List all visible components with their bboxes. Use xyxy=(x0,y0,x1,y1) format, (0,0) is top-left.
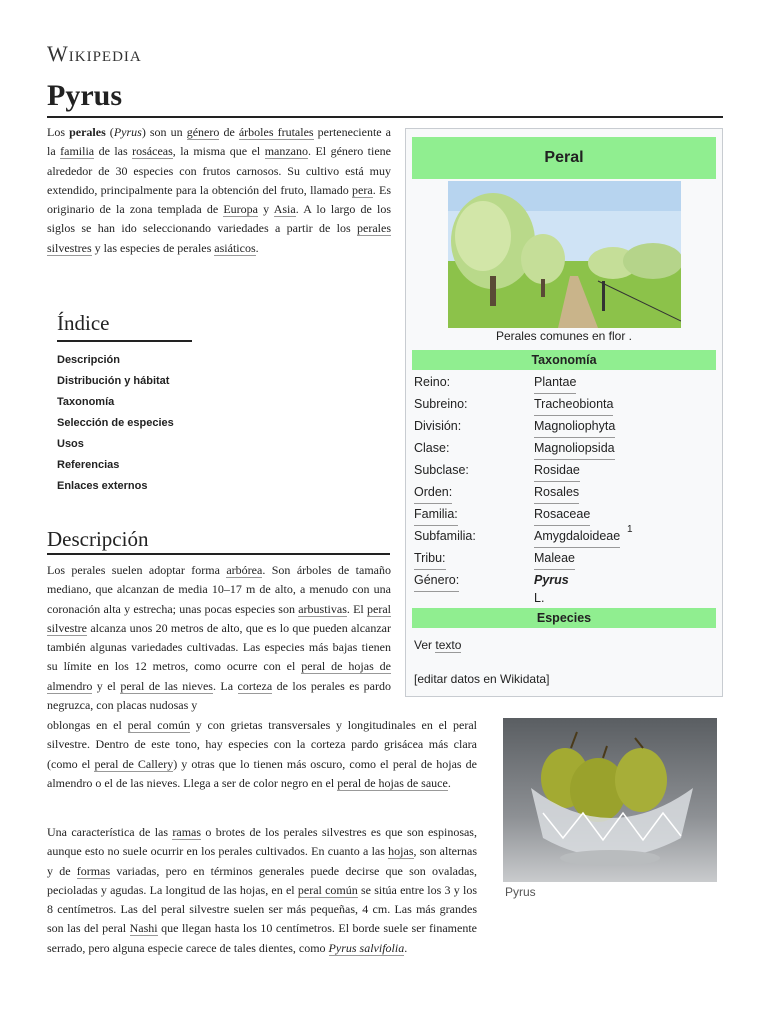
genus-name: Pyrus xyxy=(534,573,569,587)
toc-item-descripcion[interactable]: Descripción xyxy=(57,354,120,366)
pear-image-caption: Pyrus xyxy=(505,885,536,899)
taxon-row: Tribu: Maleae xyxy=(414,547,718,569)
link-peral-hojas-almendro[interactable]: peral de hojas de almendro xyxy=(47,659,392,693)
title-divider xyxy=(47,116,723,118)
link-peral-callery[interactable]: peral de Callery xyxy=(94,756,174,771)
intro-paragraph: Los perales (Pyrus) son un género de árboles frutales perteneciente a la familia de las rosáceas, la misma que el manzano. El género tiene alrededor de 30 especies con frutos carnosos. Su cultivo está muy extendido, principalmente para la obtención del fruto, llamado pera. Es originario de la zona templada de Europa y Asia. A lo largo de los siglos se han ido seleccionando variedades a partir de los perales silvestres y las especies de perales asiáticos. xyxy=(47,125,392,255)
description-paragraph-1-continued: oblongas en el peral común y con grietas transversales y longitudinales en el peral silvestre. Dentro de este tono, hay especies con la corteza pardo grisácea más clara (como el peral de Callery) y otras que lo tienen más oscuro, como el peral de hojas de almendro o el de las nieves. Llega a ser de color negro en el peral de hojas de sauce. xyxy=(47,718,477,790)
bold-term: perales xyxy=(69,125,106,139)
link-pera[interactable]: pera xyxy=(352,182,373,197)
genus-author-row xyxy=(414,587,718,609)
link-corteza[interactable]: corteza xyxy=(237,678,273,693)
see-text-note: Ver texto xyxy=(414,638,462,652)
see-text-link[interactable]: texto xyxy=(435,638,462,652)
description-paragraph-1: Los perales suelen adoptar forma arbórea. Son árboles de tamaño mediano, que alcanzan de media 10–17 m de alto, a menudo con una coronación alta y estrecha; unas pocas especies son arbustivas. El peral silvestre alcanza unos 20 metros de alto, que es lo que pueden alcanzar también algunas variedades cultivadas. Las especies más bajas tienen su límite en los 12 metros, como ocurre con el peral de hojas de almendro y el peral de las nieves. La corteza de los perales es pardo negruzca, con placas nudosas y xyxy=(47,563,392,713)
wikipedia-logo[interactable]: Wikipedia xyxy=(47,41,142,66)
taxon-link[interactable]: Amygdaloideae xyxy=(534,525,620,548)
link-arbustivas[interactable]: arbustivas xyxy=(298,601,347,616)
link-peral-nieves[interactable]: peral de las nieves xyxy=(120,678,213,693)
pear-bowl-photo[interactable] xyxy=(503,718,717,882)
taxonomy-header: Taxonomía xyxy=(412,350,716,370)
taxon-row: Familia: Rosaceae xyxy=(414,503,718,525)
toc-item-taxonomia[interactable]: Taxonomía xyxy=(57,396,115,408)
link-peral-comun[interactable]: peral común xyxy=(127,718,190,732)
toc-item-distribucion[interactable]: Distribución y hábitat xyxy=(57,375,170,387)
link-rosaceas[interactable]: rosáceas xyxy=(132,144,173,159)
taxobox xyxy=(405,128,723,697)
taxon-link[interactable]: Tracheobionta xyxy=(534,393,613,416)
link-europa[interactable]: Europa xyxy=(223,202,258,217)
link-asiaticos[interactable]: asiáticos xyxy=(214,240,256,255)
taxon-row: Subreino: Tracheobionta xyxy=(414,393,718,415)
taxon-row: División: Magnoliophyta xyxy=(414,415,718,437)
link-ramas[interactable]: ramas xyxy=(172,825,202,839)
toc-heading: Índice xyxy=(57,310,192,342)
link-peral-comun-2[interactable]: peral común xyxy=(297,882,358,897)
link-asia[interactable]: Asia xyxy=(273,202,296,217)
link-formas[interactable]: formas xyxy=(76,863,111,878)
link-nashi[interactable]: Nashi xyxy=(129,921,158,936)
page-title: Pyrus xyxy=(47,79,122,112)
toc-item-enlaces[interactable]: Enlaces externos xyxy=(57,480,148,492)
taxon-link[interactable]: Rosales xyxy=(534,481,579,504)
section-heading-descripcion: Descripción xyxy=(47,525,390,555)
link-arboles-frutales[interactable]: árboles frutales xyxy=(238,125,314,139)
link-hojas[interactable]: hojas xyxy=(388,844,414,859)
taxon-link[interactable]: Magnoliophyta xyxy=(534,415,615,438)
pear-orchard-photo[interactable] xyxy=(448,181,681,328)
link-pyrus-salvifolia[interactable]: Pyrus salvifolia xyxy=(328,940,405,955)
table-of-contents xyxy=(57,310,192,497)
taxon-link[interactable]: Rosaceae xyxy=(534,503,590,526)
taxon-row: Clase: Magnoliopsida xyxy=(414,437,718,459)
link-manzano[interactable]: manzano xyxy=(264,144,308,159)
taxon-link[interactable]: Maleae xyxy=(534,547,575,570)
taxon-link[interactable]: Rosidae xyxy=(534,459,580,482)
genus-author-link[interactable]: L. xyxy=(534,587,544,610)
toc-item-seleccion[interactable]: Selección de especies xyxy=(57,417,174,429)
reference-marker[interactable]: 1 xyxy=(627,524,633,535)
link-perales-silvestres[interactable]: perales silvestres xyxy=(47,221,391,255)
link-peral-hojas-sauce[interactable]: peral de hojas de sauce xyxy=(337,775,448,790)
species-header: Especies xyxy=(412,608,716,628)
taxobox-title: Peral xyxy=(412,137,716,179)
taxon-row: Reino: Plantae xyxy=(414,371,718,393)
taxon-row: Género: Pyrus xyxy=(414,569,718,591)
description-paragraph-2: Una característica de las ramas o brotes de los perales silvestres es que son espinosas, aunque esto no suele ocurrir en los perales cultivados. En cuanto a las hojas, son alternas y de formas variadas, pero en términos generales puede decirse que son ovaladas, pecioladas y agudas. La longitud de las hojas, en el peral común se sitúa entre los 3 y los 8 centímetros. Las del peral silvestre suelen ser más pequeñas, 4 cm. Las más grandes son las del peral Nashi que llegan hasta los 10 centímetros. El borde suele ser finamente serrado, pero alguna especie carece de tales dientes, como Pyrus salvifolia. xyxy=(47,825,477,955)
taxon-row: Orden: Rosales xyxy=(414,481,718,503)
taxon-row: Subclase: Rosidae xyxy=(414,459,718,481)
edit-wikidata-link[interactable]: [editar datos en Wikidata] xyxy=(414,672,550,686)
link-peral-silvestre[interactable]: peral silvestre xyxy=(47,601,391,635)
link-arborea[interactable]: arbórea xyxy=(226,563,263,577)
taxon-link[interactable]: Plantae xyxy=(534,371,576,394)
taxon-link[interactable]: Magnoliopsida xyxy=(534,437,615,460)
link-familia[interactable]: familia xyxy=(60,144,95,159)
toc-item-referencias[interactable]: Referencias xyxy=(57,459,120,471)
link-genero[interactable]: género xyxy=(186,125,220,139)
toc-item-usos[interactable]: Usos xyxy=(57,438,84,450)
taxon-row: Subfamilia: Amygdaloideae 1 xyxy=(414,525,718,547)
taxobox-image-caption: Perales comunes en flor . xyxy=(495,329,633,343)
